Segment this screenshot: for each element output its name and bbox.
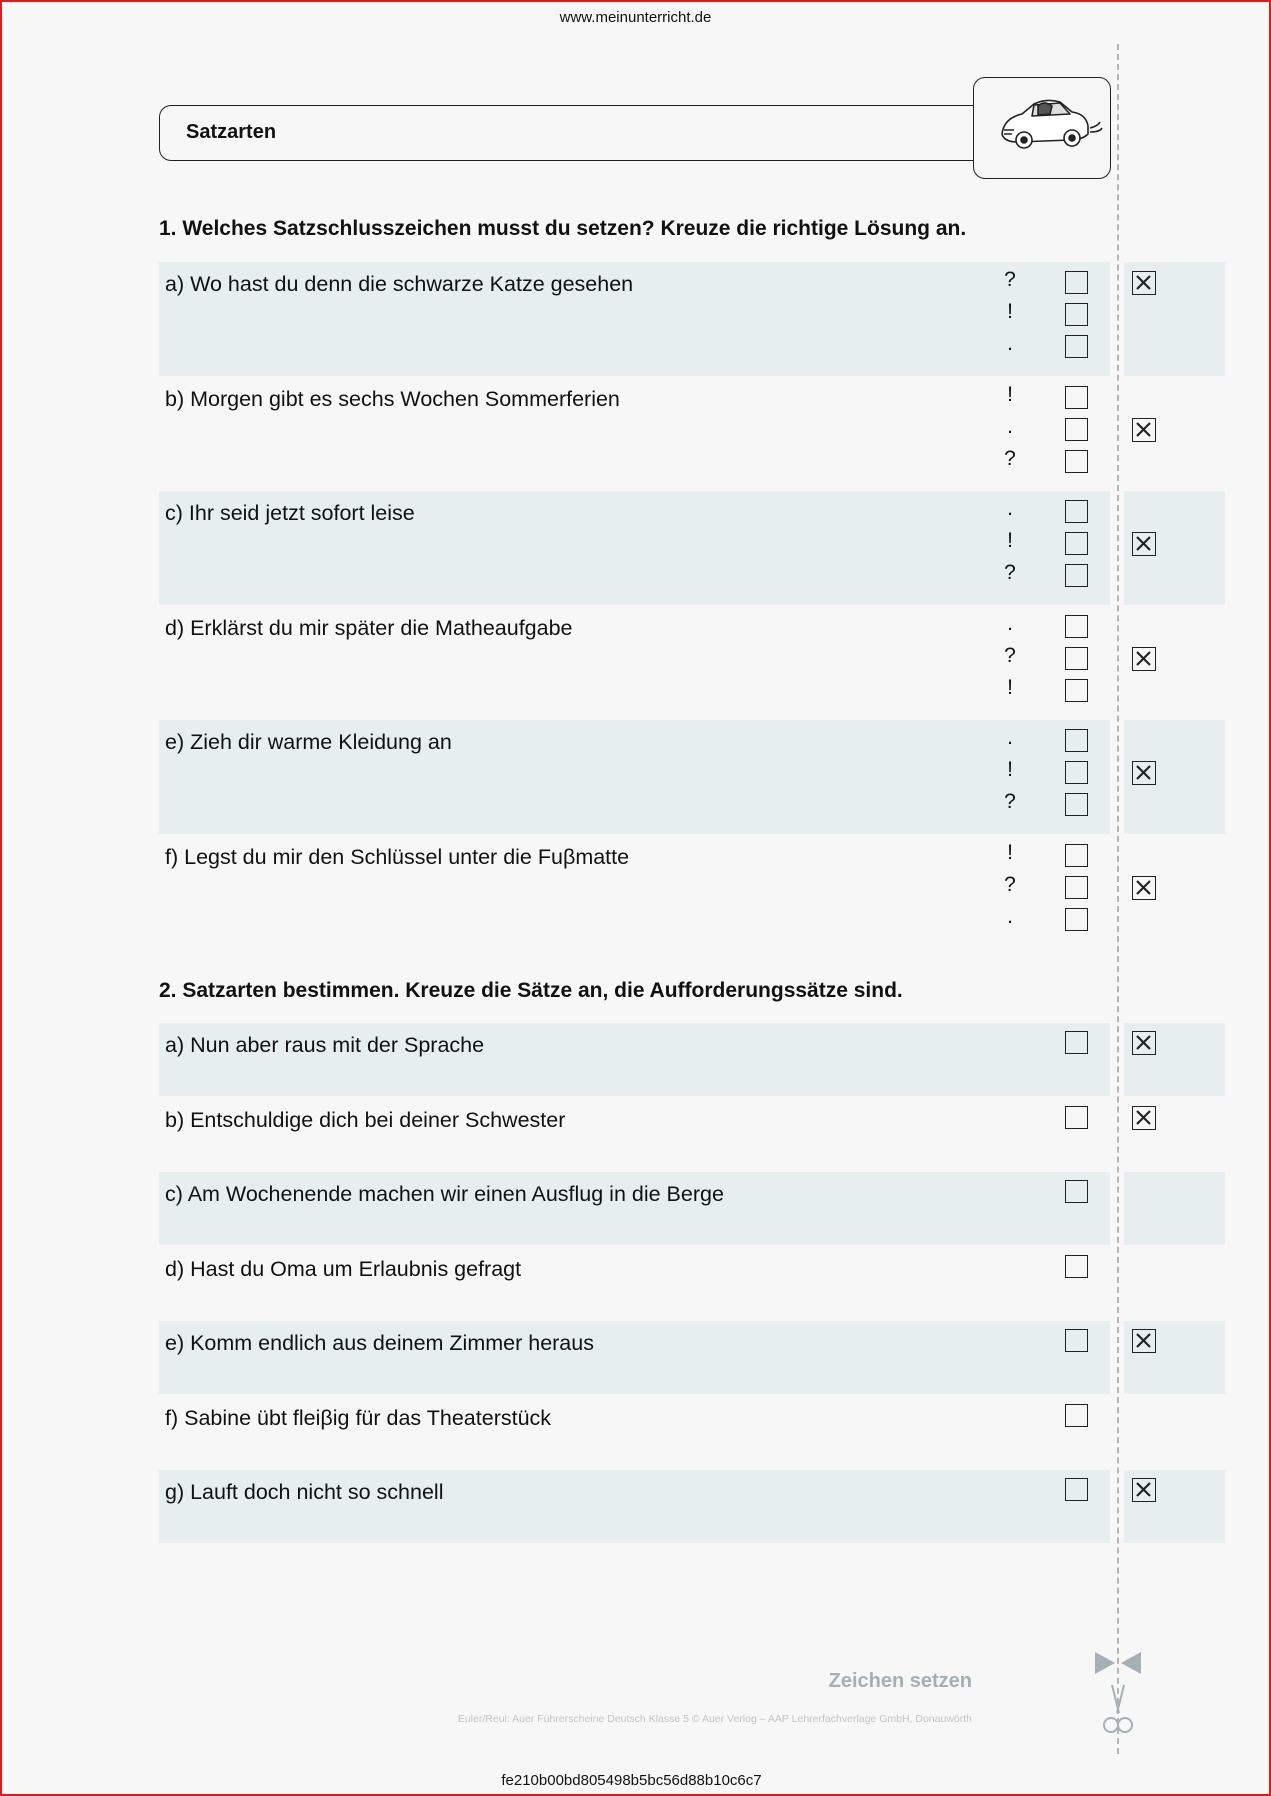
punctuation-option: . — [1007, 611, 1013, 635]
answer-checkbox[interactable] — [1065, 1031, 1088, 1054]
cross-mark-icon — [1135, 1481, 1152, 1498]
solution-checkbox — [1132, 532, 1156, 556]
sentence-text: a) Nun aber raus mit der Sprache — [165, 1033, 485, 1057]
sentence-text: d) Hast du Oma um Erlaubnis gefragt — [165, 1256, 522, 1281]
cross-mark-icon — [1135, 421, 1152, 438]
answer-checkbox[interactable] — [1065, 1106, 1088, 1129]
cross-mark-icon — [1135, 274, 1152, 291]
question-text: d) Erklärst du mir später die Matheaufgabe — [165, 615, 573, 640]
document-code: fe210b00bd805498b5bc56d88b10c6c7 — [501, 1772, 762, 1789]
answer-checkbox[interactable] — [1065, 1329, 1088, 1352]
footer-credit: Euler/Reul: Auer Führerscheine Deutsch Klasse 5 © Auer Verlog – AAP Lehrerfachverlage GmbH, Donauwörth — [457, 1713, 972, 1725]
cross-mark-icon — [1135, 1034, 1152, 1051]
punctuation-option: . — [1007, 414, 1013, 438]
solution-checkbox — [1132, 1031, 1156, 1055]
answer-checkbox[interactable] — [1065, 450, 1088, 473]
answer-checkbox[interactable] — [1065, 793, 1088, 816]
punctuation-option: ! — [1007, 758, 1013, 781]
answer-checkbox[interactable] — [1065, 1478, 1088, 1501]
punctuation-option: . — [1007, 332, 1013, 355]
answer-checkbox[interactable] — [1065, 1180, 1088, 1203]
punctuation-option: ! — [1007, 300, 1013, 323]
answer-checkbox[interactable] — [1065, 418, 1088, 441]
answer-checkbox[interactable] — [1065, 679, 1088, 702]
section1-heading: 1. Welches Satzschlusszeichen musst du setzen? Kreuze die richtige Lösung an. — [159, 217, 967, 240]
cross-mark-icon — [1135, 1332, 1152, 1349]
answer-checkbox[interactable] — [1065, 647, 1088, 670]
answer-checkbox[interactable] — [1065, 564, 1088, 587]
solution-checkbox — [1132, 647, 1156, 671]
punctuation-option: ? — [1004, 790, 1016, 813]
section2-heading: 2. Satzarten bestimmen. Kreuze die Sätze an, die Aufforderungssätze sind. — [159, 979, 903, 1002]
answer-checkbox[interactable] — [1065, 386, 1088, 409]
answer-checkbox[interactable] — [1065, 1255, 1088, 1278]
punctuation-option: ! — [1007, 675, 1013, 699]
answer-checkbox[interactable] — [1065, 761, 1088, 784]
solution-checkbox — [1132, 271, 1156, 295]
solution-checkbox — [1132, 418, 1156, 442]
answer-checkbox[interactable] — [1065, 1404, 1088, 1427]
sentence-text: g) Lauft doch nicht so schnell — [165, 1480, 444, 1504]
question-text: b) Morgen gibt es sechs Wochen Sommerferien — [165, 386, 620, 411]
title-box — [159, 105, 974, 161]
source-url: www.meinunterricht.de — [559, 9, 712, 26]
answer-checkbox[interactable] — [1065, 532, 1088, 555]
punctuation-option: ? — [1004, 561, 1016, 584]
punctuation-option: ! — [1007, 382, 1013, 406]
solution-checkbox — [1132, 1478, 1156, 1502]
punctuation-option: ? — [1004, 872, 1016, 896]
answer-checkbox[interactable] — [1065, 271, 1088, 294]
question-text: a) Wo hast du denn die schwarze Katze gesehen — [165, 272, 634, 296]
cross-mark-icon — [1135, 1109, 1152, 1126]
sentence-text: e) Komm endlich aus deinem Zimmer heraus — [165, 1331, 594, 1355]
title-icon-box — [973, 77, 1111, 179]
punctuation-option: ? — [1004, 643, 1016, 667]
cross-mark-icon — [1135, 764, 1152, 781]
question-text: f) Legst du mir den Schlüssel unter die Fuβmatte — [165, 844, 630, 869]
sentence-text: c) Am Wochenende machen wir einen Ausflug in die Berge — [165, 1182, 724, 1206]
cut-line — [1117, 44, 1119, 1754]
answer-checkbox[interactable] — [1065, 615, 1088, 638]
question-text: e) Zieh dir warme Kleidung an — [165, 730, 452, 754]
cross-mark-icon — [1135, 535, 1152, 552]
answer-checkbox[interactable] — [1065, 303, 1088, 326]
sentence-text: b) Entschuldige dich bei deiner Schwester — [165, 1107, 566, 1132]
punctuation-option: . — [1007, 726, 1013, 749]
solution-checkbox — [1132, 1106, 1156, 1130]
cross-mark-icon — [1135, 650, 1152, 667]
answer-checkbox[interactable] — [1065, 844, 1088, 867]
footer-title: Zeichen setzen — [828, 1670, 972, 1692]
answer-checkbox[interactable] — [1065, 335, 1088, 358]
worksheet-title: Satzarten — [186, 121, 277, 143]
punctuation-option: . — [1007, 904, 1013, 928]
solution-checkbox — [1132, 761, 1156, 785]
solution-checkbox — [1132, 1329, 1156, 1353]
cross-mark-icon — [1135, 879, 1152, 896]
punctuation-option: ? — [1004, 268, 1016, 291]
solution-background — [1124, 1172, 1225, 1245]
answer-checkbox[interactable] — [1065, 729, 1088, 752]
sentence-text: f) Sabine übt fleiβig für das Theaterstück — [165, 1405, 552, 1430]
punctuation-option: ! — [1007, 529, 1013, 552]
answer-checkbox[interactable] — [1065, 500, 1088, 523]
answer-checkbox[interactable] — [1065, 908, 1088, 931]
punctuation-option: ? — [1004, 446, 1016, 470]
punctuation-option: ! — [1007, 840, 1013, 864]
question-text: c) Ihr seid jetzt sofort leise — [165, 501, 415, 525]
car-icon — [974, 78, 1110, 178]
solution-checkbox — [1132, 876, 1156, 900]
scissors-handles-icon — [1102, 1683, 1134, 1735]
punctuation-option: . — [1007, 497, 1013, 520]
scissors-icon — [1093, 1648, 1143, 1678]
answer-checkbox[interactable] — [1065, 876, 1088, 899]
